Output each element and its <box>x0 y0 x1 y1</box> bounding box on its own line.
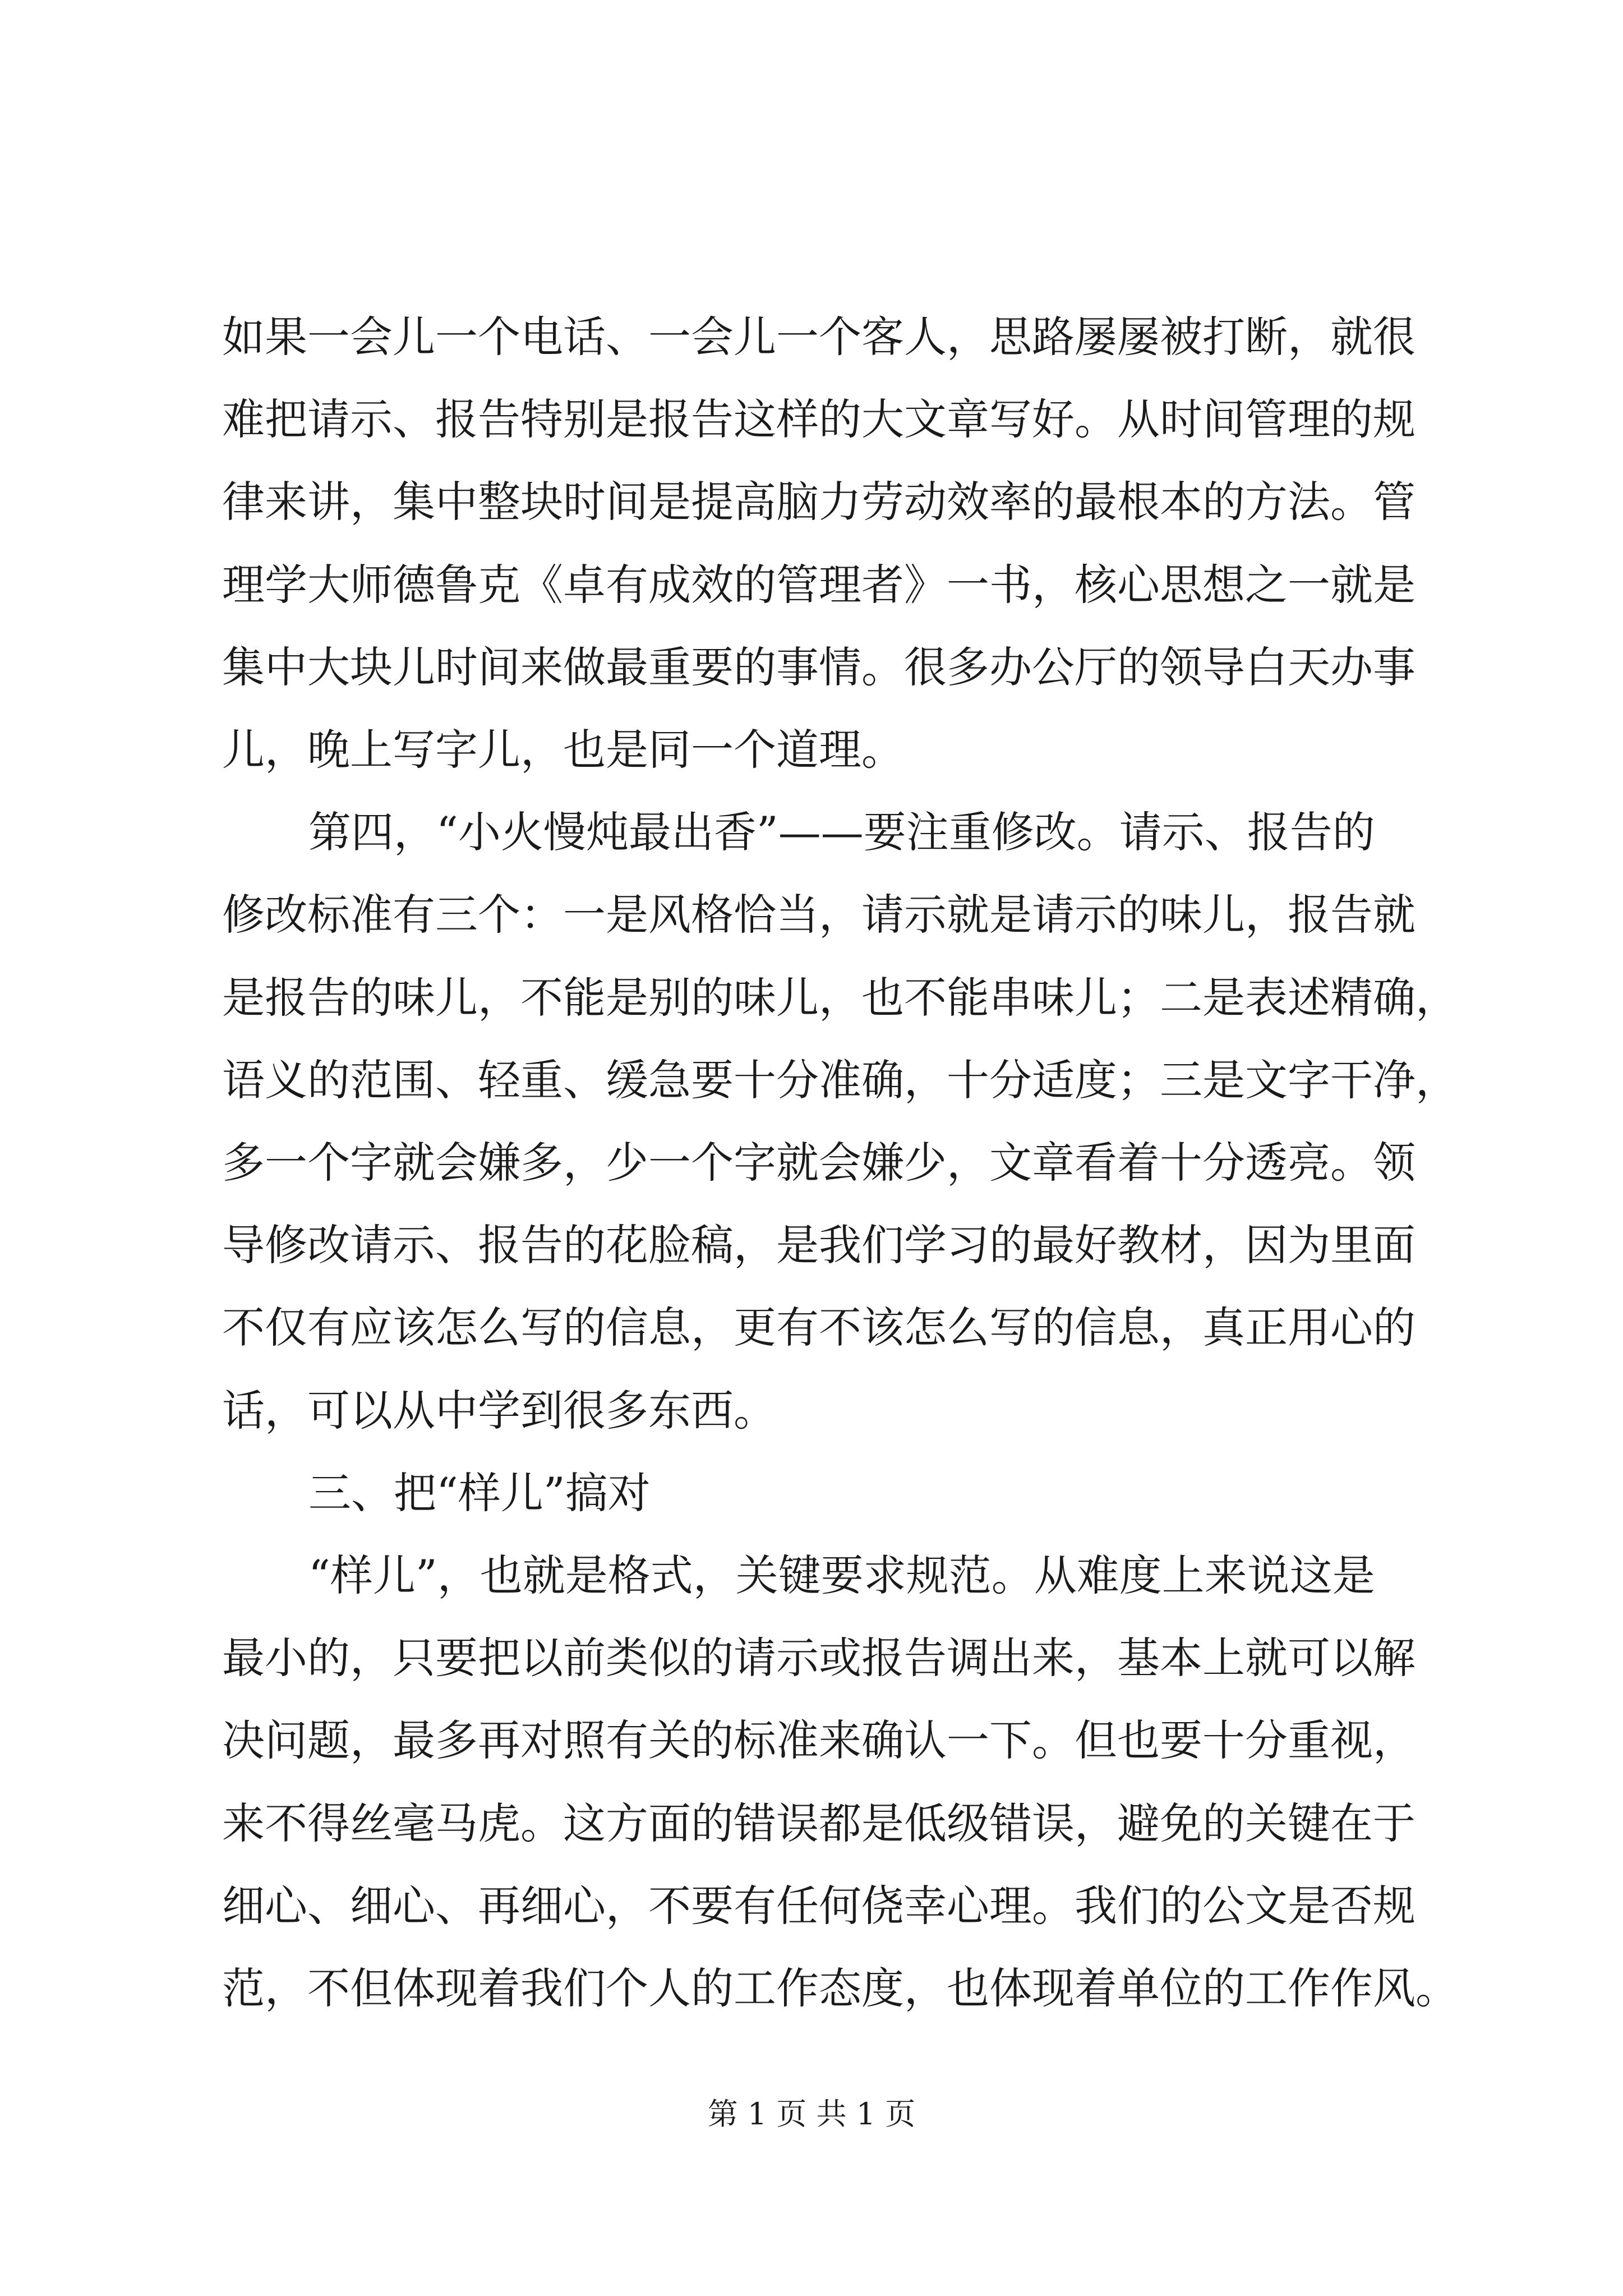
text-line: 范，不但体现着我们个人的工作态度，也体现着单位的工作作风。 <box>222 1963 1458 2013</box>
text-line: 最小的，只要把以前类似的请示或报告调出来，基本上就可以解 <box>222 1633 1415 1683</box>
text-line: 律来讲，集中整块时间是提高脑力劳动效率的最根本的方法。管 <box>222 477 1415 527</box>
paragraph-first-line: 第四，“小火慢炖最出香”——要注重修改。请示、报告的 <box>308 807 1375 857</box>
text-line: 不仅有应该怎么写的信息，更有不该怎么写的信息，真正用心的 <box>222 1303 1415 1352</box>
text-line: 多一个字就会嫌多，少一个字就会嫌少，文章看着十分透亮。领 <box>222 1138 1415 1188</box>
text-line: 细心、细心、再细心，不要有任何侥幸心理。我们的公文是否规 <box>222 1881 1415 1931</box>
text-line: 儿，晚上写字儿，也是同一个道理。 <box>222 725 904 775</box>
text-line: 导修改请示、报告的花脸稿，是我们学习的最好教材，因为里面 <box>222 1220 1415 1270</box>
paragraph-first-line: “样儿”，也就是格式，关键要求规范。从难度上来说这是 <box>308 1550 1375 1600</box>
text-line: 难把请示、报告特别是报告这样的大文章写好。从时间管理的规 <box>222 394 1415 444</box>
text-line: 语义的范围、轻重、缓急要十分准确，十分适度；三是文字干净， <box>222 1055 1458 1105</box>
text-line: 是报告的味儿，不能是别的味儿，也不能串味儿；二是表述精确， <box>222 973 1458 1023</box>
page-footer: 第 1 页 共 1 页 <box>707 2096 916 2132</box>
text-line: 如果一会儿一个电话、一会儿一个客人，思路屡屡被打断，就很 <box>222 312 1415 362</box>
text-line: 来不得丝毫马虎。这方面的错误都是低级错误，避免的关键在于 <box>222 1798 1415 1848</box>
section-heading: 三、把“样儿”搞对 <box>308 1468 651 1518</box>
text-line: 修改标准有三个：一是风格恰当，请示就是请示的味儿，报告就 <box>222 890 1415 940</box>
text-line: 话，可以从中学到很多东西。 <box>222 1386 776 1435</box>
text-line: 决问题，最多再对照有关的标准来确认一下。但也要十分重视， <box>222 1715 1415 1765</box>
text-line: 理学大师德鲁克《卓有成效的管理者》一书，核心思想之一就是 <box>222 560 1415 610</box>
text-line: 集中大块儿时间来做最重要的事情。很多办公厅的领导白天办事 <box>222 642 1415 692</box>
